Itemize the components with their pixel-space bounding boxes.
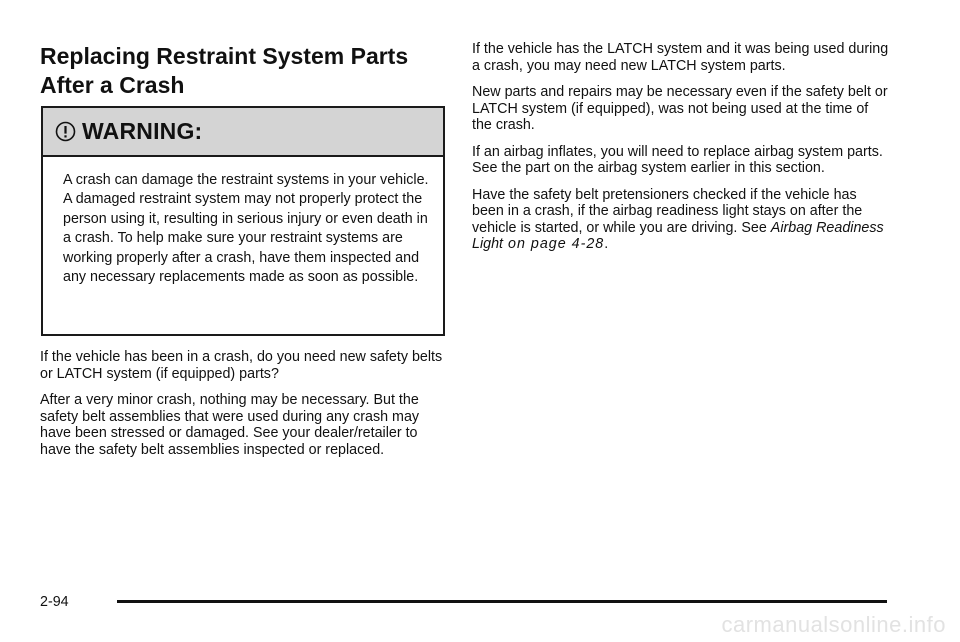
left-paragraph-2: After a very minor crash, nothing may be necessary. But the safety belt assemblies that were used during any crash may have been stressed or damaged. See your dealer/retailer to have the safety belt assemblies inspected or replaced. bbox=[40, 392, 420, 458]
watermark: carmanualsonline.info bbox=[721, 612, 946, 637]
warning-body: A crash can damage the restraint systems in your vehicle. A damaged restraint system may not properly protect the person using it, resulting in serious injury or even death in a crash. To help make sure your restraint systems are working properly after a crash, have them inspected and any necessary replacements made as soon as possible. bbox=[63, 172, 429, 286]
section-title-line1: Replacing Restraint System Parts bbox=[40, 43, 409, 69]
warning-header bbox=[43, 108, 443, 157]
warning-circle-exclamation-icon bbox=[55, 121, 76, 142]
left-paragraph-1: If the vehicle has been in a crash, do you need new safety belts or LATCH system (if equipped) parts? bbox=[40, 349, 443, 382]
right-paragraph-4-end: . bbox=[604, 236, 609, 252]
page-number: 2-94 bbox=[40, 594, 69, 610]
right-paragraph-4 bbox=[472, 187, 890, 253]
warning-title: WARNING: bbox=[82, 118, 203, 144]
section-title bbox=[40, 42, 450, 100]
right-paragraph-1: If the vehicle has the LATCH system and it was being used during a crash, you may need new LATCH system parts. bbox=[472, 41, 889, 74]
left-column bbox=[40, 349, 448, 468]
right-column bbox=[472, 41, 890, 263]
right-paragraph-2: New parts and repairs may be necessary even if the safety belt or LATCH system (if equipped), was not being used at the time of the crash. bbox=[472, 84, 888, 133]
cross-reference-title: Airbag Readiness Light bbox=[472, 219, 884, 252]
right-paragraph-4-text: Have the safety belt pretensioners checked if the vehicle has been in a crash, if the airbag readiness light stays on after the vehicle is started, or while you are driving. See bbox=[472, 186, 863, 236]
footer-divider bbox=[117, 600, 887, 603]
section-title-line2: After a Crash bbox=[40, 72, 185, 98]
cross-reference-page: on page 4‑28 bbox=[503, 236, 605, 252]
right-paragraph-3: If an airbag inflates, you will need to replace airbag system parts. See the part on the airbag system earlier in this section. bbox=[472, 143, 883, 176]
warning-box bbox=[41, 106, 445, 336]
